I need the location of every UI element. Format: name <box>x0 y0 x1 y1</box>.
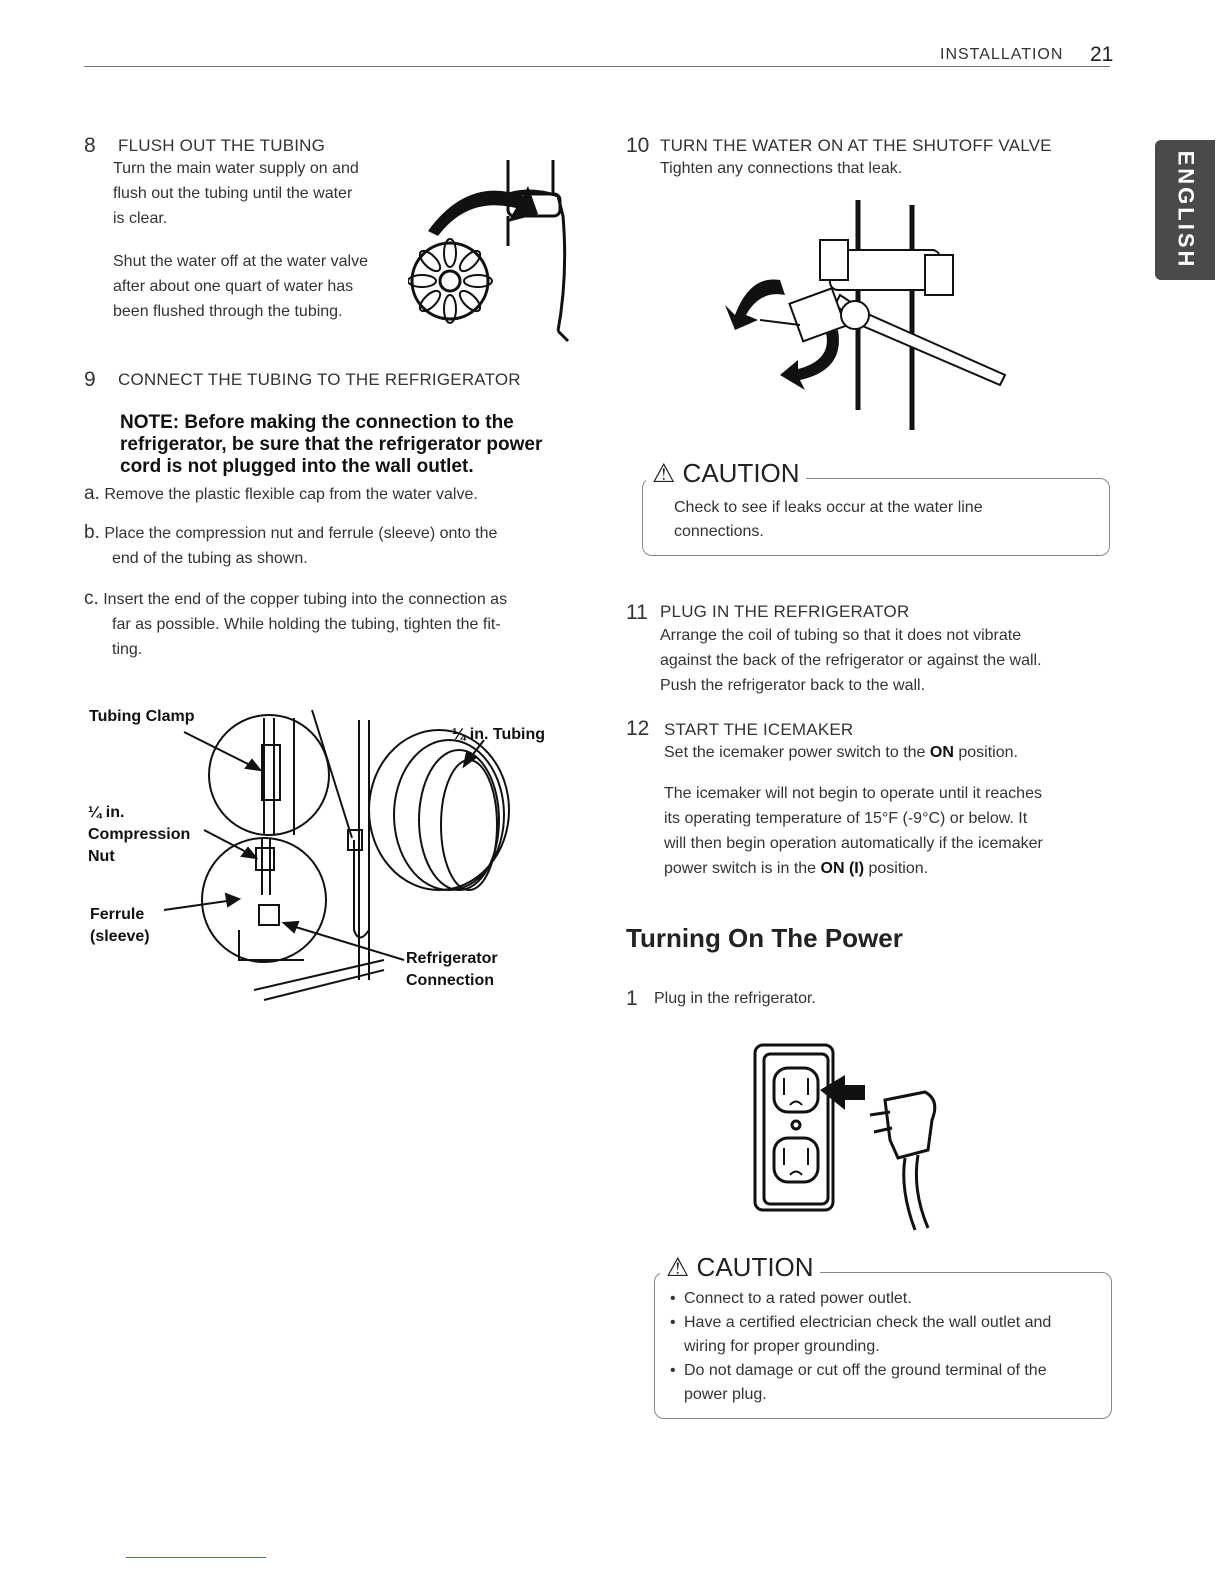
caution-title: CAUTION <box>696 1252 814 1282</box>
item-text: far as possible. While holding the tubing, tighten the fit- <box>112 616 501 633</box>
text-line: Shut the water off at the water valve <box>113 253 368 270</box>
step-8-number: 8 <box>84 134 96 157</box>
caution-title: CAUTION <box>682 458 800 488</box>
item-text: end of the tubing as shown. <box>112 550 308 567</box>
text-line: power plug. <box>684 1386 767 1403</box>
label-line: Nut <box>88 848 115 865</box>
text-run: position. <box>953 744 1018 761</box>
step-9-number: 9 <box>84 368 96 391</box>
section-title: INSTALLATION <box>940 46 1064 63</box>
label-line: ¼ in. <box>88 804 125 821</box>
item-letter: b. <box>84 522 100 543</box>
note-label: NOTE: <box>120 412 180 433</box>
power-step-text: Plug in the refrigerator. <box>654 990 816 1007</box>
text-line: after about one quart of water has <box>113 278 354 295</box>
list-item <box>670 1311 1102 1359</box>
item-text: Remove the plastic flexible cap from the water valve. <box>104 486 478 503</box>
step-11-title: PLUG IN THE REFRIGERATOR <box>660 602 910 621</box>
text-line: wiring for proper grounding. <box>684 1338 880 1355</box>
step-11-text <box>660 623 1110 698</box>
note-text: cord is not plugged into the wall outlet. <box>120 456 474 477</box>
label-line: Ferrule <box>90 906 145 923</box>
caution-leaks-text <box>674 496 1094 544</box>
text-line: Push the refrigerator back to the wall. <box>660 677 926 694</box>
step-9-item-a <box>84 481 564 507</box>
text-line: is clear. <box>113 210 168 227</box>
step-9-item-c <box>84 586 569 662</box>
step-12-number: 12 <box>626 717 650 740</box>
label-compression-nut <box>88 802 190 868</box>
item-text: ting. <box>112 641 143 658</box>
label-ferrule <box>90 904 150 948</box>
note-text: refrigerator, be sure that the refrigerator power <box>120 434 543 455</box>
text-line: will then begin operation automatically if the icemaker <box>664 835 1043 852</box>
text-line: Check to see if leaks occur at the water line <box>674 499 983 516</box>
warning-icon: ⚠ <box>666 1252 690 1282</box>
text-line: flush out the tubing until the water <box>113 185 353 202</box>
text-line: against the back of the refrigerator or against the wall. <box>660 652 1042 669</box>
list-item <box>670 1359 1102 1407</box>
text-line: Turn the main water supply on and <box>113 160 359 177</box>
text-line: been flushed through the tubing. <box>113 303 343 320</box>
item-text: Place the compression nut and ferrule (sleeve) onto the <box>104 525 498 542</box>
step-9-item-b <box>84 520 564 571</box>
warning-icon: ⚠ <box>652 458 676 488</box>
caution-heading <box>646 458 806 489</box>
text-line: connections. <box>674 523 764 540</box>
language-tab <box>1155 140 1215 280</box>
step-10-title: TURN THE WATER ON AT THE SHUTOFF VALVE <box>660 136 1052 155</box>
text-line: • Have a certified electrician check the wall outlet and <box>684 1314 1052 1331</box>
text-run: power switch is in the <box>664 860 821 877</box>
text-line: • Connect to a rated power outlet. <box>684 1290 912 1307</box>
step-11-number: 11 <box>626 601 648 624</box>
caution-heading <box>660 1252 820 1283</box>
step-8-title: FLUSH OUT THE TUBING <box>118 136 326 155</box>
text-line: The icemaker will not begin to operate until it reaches <box>664 785 1042 802</box>
item-text: Insert the end of the copper tubing into the connection as <box>103 591 508 608</box>
label-refrigerator-connection <box>406 948 498 992</box>
step-8-paragraph-2 <box>113 249 413 324</box>
step-12-title: START THE ICEMAKER <box>664 720 854 739</box>
power-step-number: 1 <box>626 987 638 1010</box>
text-line: Arrange the coil of tubing so that it does not vibrate <box>660 627 1022 644</box>
list-item <box>670 1287 1102 1311</box>
item-letter: a. <box>84 483 100 504</box>
page-number: 21 <box>1090 43 1114 66</box>
step-10-text: Tighten any connections that leak. <box>660 160 903 177</box>
outlet-plug-illustration <box>750 1040 950 1235</box>
step-12-paragraph <box>664 781 1114 881</box>
label-tubing: ¼ in. Tubing <box>452 726 546 743</box>
footer-rule <box>126 1557 266 1558</box>
step-10-number: 10 <box>626 134 650 157</box>
shutoff-valve-illustration <box>720 195 1010 435</box>
text-run: Set the icemaker power switch to the <box>664 744 930 761</box>
label-line: Compression <box>88 826 191 843</box>
caution-power-list <box>670 1287 1102 1407</box>
header-rule <box>84 66 1110 67</box>
label-line: (sleeve) <box>90 928 150 945</box>
on-emphasis: ON <box>929 744 954 761</box>
label-tubing-clamp: Tubing Clamp <box>89 708 195 725</box>
label-line: Connection <box>406 972 494 989</box>
on-emphasis: ON (I) <box>820 860 865 877</box>
section-heading: Turning On The Power <box>626 923 903 953</box>
item-letter: c. <box>84 588 99 609</box>
text-line: • Do not damage or cut off the ground terminal of the <box>684 1362 1047 1379</box>
label-line: Refrigerator <box>406 950 498 967</box>
step-9-note <box>120 412 580 478</box>
step-12-line-1 <box>664 740 1018 765</box>
note-text: Before making the connection to the <box>179 412 514 433</box>
water-valve-illustration <box>408 156 578 346</box>
text-run: position. <box>864 860 929 877</box>
step-8-paragraph-1 <box>113 156 413 231</box>
step-9-title: CONNECT THE TUBING TO THE REFRIGERATOR <box>118 370 521 389</box>
text-line: its operating temperature of 15°F (-9°C) or below. It <box>664 810 1028 827</box>
language-tab-label: ENGLISH <box>1173 150 1199 270</box>
